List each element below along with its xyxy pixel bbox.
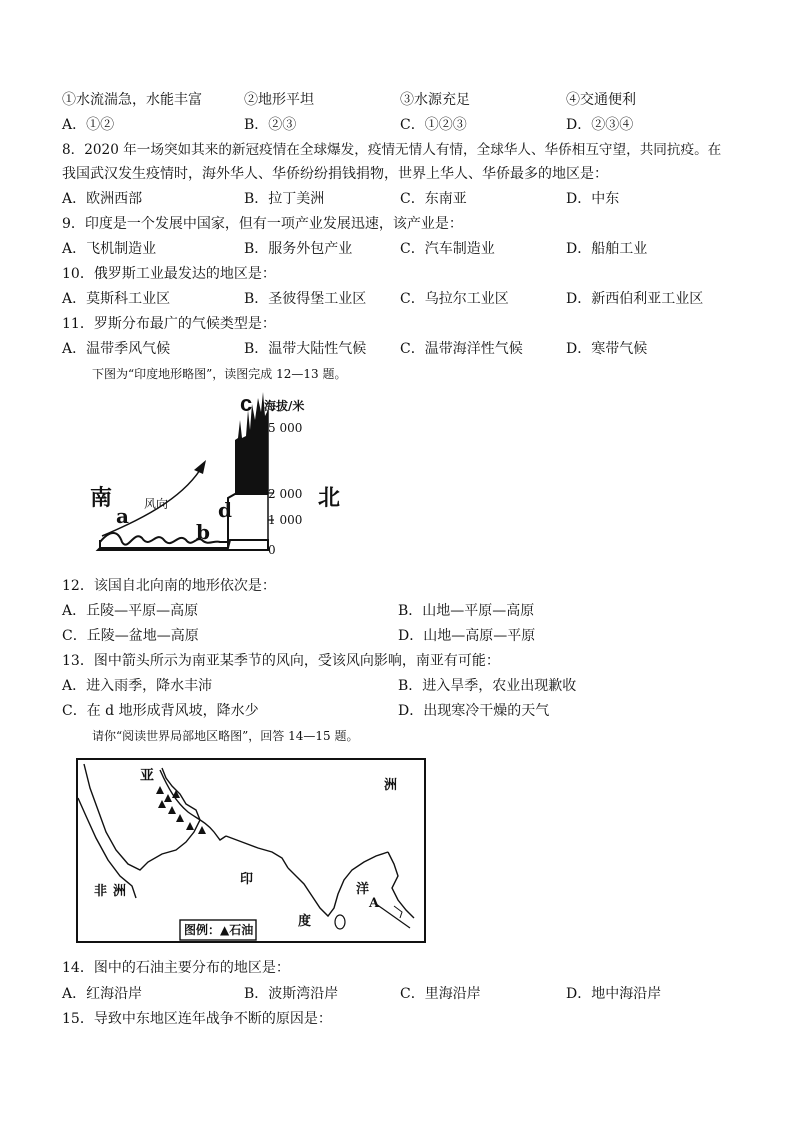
q9-option-c: C．汽车制造业 xyxy=(400,241,495,257)
tick-label-5000: 5 000 xyxy=(268,421,303,435)
figure1-intro: 下图为“印度地形略图”，读图完成 12—13 题。 xyxy=(92,367,347,381)
q13-option-d: D．出现寒冷干燥的天气 xyxy=(398,703,550,719)
q8-option-a: A．欧洲西部 xyxy=(62,191,143,207)
label-a: a xyxy=(116,504,129,528)
q9-option-b: B．服务外包产业 xyxy=(244,241,353,257)
india-terrain-profile xyxy=(80,390,370,560)
label-south: 南 xyxy=(90,485,113,511)
q13-stem: 13．图中箭头所示为南亚某季节的风向，受该风向影响，南亚有可能： xyxy=(62,653,500,669)
label-point-a: A xyxy=(369,896,380,911)
q11-option-a: A．温带季风气候 xyxy=(62,341,171,357)
q10-option-d: D．新西伯利亚工业区 xyxy=(566,291,704,307)
q8-stem-line2: 我国武汉发生疫情时，海外华人、华侨纷纷捐钱捐物，世界上华人、华侨最多的地区是： xyxy=(62,166,608,182)
q8-option-d: D．中东 xyxy=(566,191,620,207)
q7-option-c: C．①②③ xyxy=(400,117,467,133)
q10-stem: 10．俄罗斯工业最发达的地区是： xyxy=(62,266,276,282)
q10-option-a: A．莫斯科工业区 xyxy=(62,291,171,307)
tick-label-0: 0 xyxy=(268,543,276,557)
q14-option-d: D．地中海沿岸 xyxy=(566,986,662,1002)
q9-stem: 9．印度是一个发展中国家，但有一项产业发展迅速，该产业是： xyxy=(62,216,463,232)
q13-option-a: A．进入雨季，降水丰沛 xyxy=(62,678,213,694)
label-c: c xyxy=(240,391,253,416)
label-b: b xyxy=(196,520,210,544)
tick-label-1000: 1 000 xyxy=(268,513,303,527)
q7-item-2: ②地形平坦 xyxy=(244,92,314,108)
q7-item-3: ③水源充足 xyxy=(400,92,470,108)
q11-option-b: B．温带大陆性气候 xyxy=(244,341,367,357)
wind-arrowhead xyxy=(194,460,206,474)
q14-option-c: C．里海沿岸 xyxy=(400,986,481,1002)
label-north: 北 xyxy=(318,485,341,511)
map-frame xyxy=(77,759,425,942)
map-legend: 图例：▲石油 xyxy=(184,923,254,937)
q13-option-c: C．在 d 地形成背风坡，降水少 xyxy=(62,703,259,719)
q13-option-b: B．进入旱季，农业出现歉收 xyxy=(398,678,577,694)
q14-stem: 14．图中的石油主要分布的地区是： xyxy=(62,960,290,976)
world-region-map xyxy=(76,758,426,944)
figure2-intro: 请你“阅读世界局部地区略图”，回答 14—15 题。 xyxy=(92,729,359,743)
q11-option-d: D．寒带气候 xyxy=(566,341,648,357)
q14-option-a: A．红海沿岸 xyxy=(62,986,143,1002)
q7-option-d: D．②③④ xyxy=(566,117,634,133)
q12-option-b: B．山地—平原—高原 xyxy=(398,603,535,619)
label-yin: 印 xyxy=(240,872,254,887)
q7-option-b: B．②③ xyxy=(244,117,297,133)
q10-option-c: C．乌拉尔工业区 xyxy=(400,291,509,307)
q14-option-b: B．波斯湾沿岸 xyxy=(244,986,339,1002)
q8-option-b: B．拉丁美洲 xyxy=(244,191,325,207)
q9-option-d: D．船舶工业 xyxy=(566,241,648,257)
label-yang: 洋 xyxy=(356,882,370,897)
q8-option-c: C．东南亚 xyxy=(400,191,467,207)
q7-item-1: ①水流湍急，水能丰富 xyxy=(62,92,202,108)
label-ya: 亚 xyxy=(140,768,154,784)
q12-option-d: D．山地—高原—平原 xyxy=(398,628,536,644)
q11-option-c: C．温带海洋性气候 xyxy=(400,341,523,357)
q12-option-c: C．丘陵—盆地—高原 xyxy=(62,628,199,644)
q10-option-b: B．圣彼得堡工业区 xyxy=(244,291,367,307)
q9-option-a: A．飞机制造业 xyxy=(62,241,157,257)
q7-option-a: A．①② xyxy=(62,117,115,133)
label-d: d xyxy=(218,498,232,522)
tick-label-2000: 2 000 xyxy=(268,487,303,501)
q15-stem: 15．导致中东地区连年战争不断的原因是： xyxy=(62,1011,332,1027)
q8-stem-line1: 8．2020 年一场突如其来的新冠疫情在全球爆发，疫情无情人有情，全球华人、华侨相互守望，共同抗疫。在 xyxy=(62,142,722,158)
label-zhou: 洲 xyxy=(384,778,398,793)
q7-item-4: ④交通便利 xyxy=(566,92,636,108)
elevation-axis-label: 海拔/米 xyxy=(264,399,305,413)
q12-option-a: A．丘陵—平原—高原 xyxy=(62,603,199,619)
q11-stem: 11．罗斯分布最广的气候类型是： xyxy=(62,316,276,332)
q12-stem: 12．该国自北向南的地形依次是： xyxy=(62,578,276,594)
label-africa: 非洲 xyxy=(94,884,133,899)
label-du: 度 xyxy=(298,914,312,929)
wind-label: 风向 xyxy=(144,497,169,511)
